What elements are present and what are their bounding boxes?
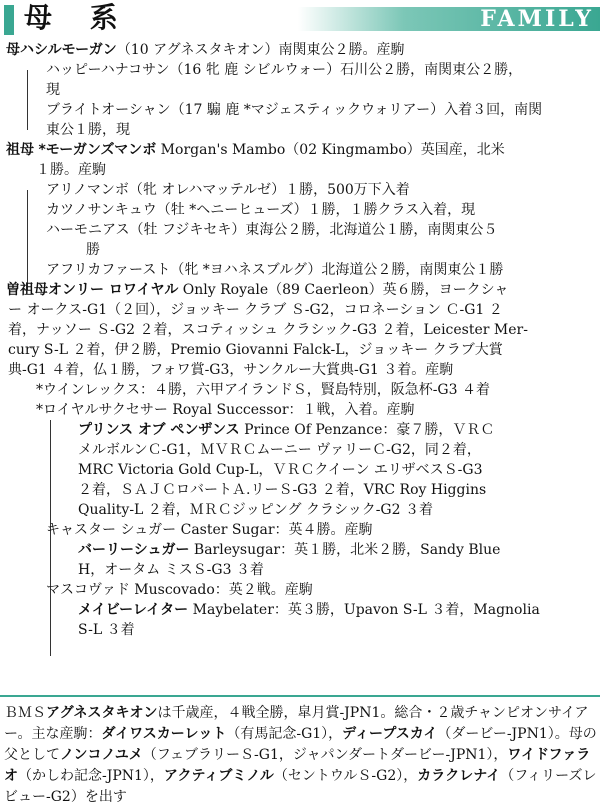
- offspring-entry: ハッピーハナコサン（16 牝 鹿 シビルウォー）石川公２勝，南関東公２勝，: [46, 62, 523, 78]
- granddam-entry: [0, 140, 600, 160]
- bms-paragraph: ＢＭＳアグネスタキオンは千歳産，４戦全勝，皐月賞-JPN1。総合・２歳チャンピオンサイアー。主な産駒：ダイワスカーレット（有馬記念-G1），ディープスカイ（ダービー-JPN1）。母の父としてノンコノユメ（フェブラリーＳ-G1，ジャパンダートダービー-JPN1），ワイドファラオ（かしわ記念-JPN1），アクティブミノル（セントウルＳ-G2），カラクレナイ（フィリーズレビュー-G2）を出す: [4, 705, 597, 805]
- winner-record: H，オータム ミスＳ-G3 ３着: [78, 562, 264, 578]
- section-divider: [0, 695, 600, 697]
- offspring-entry-cont: 現: [46, 82, 60, 98]
- winner-entry: メイビーレイター Maybelater：英３勝，Upavon S-L ３着，Magnolia: [78, 602, 540, 618]
- winner-name: バーリーシュガー: [78, 542, 190, 558]
- dam-name: ハシルモーガン: [20, 42, 117, 58]
- dam-info: （10 アグネスタキオン）南関東公２勝。産駒: [116, 42, 405, 58]
- offspring-entry: アリノマンボ（牝 オレハマッテルゼ）１勝，500万下入着: [46, 182, 410, 198]
- offspring-entry: *ウインレックス：４勝，六甲アイランドＳ，賢島特別，阪急杯-G3 ４着: [36, 382, 490, 398]
- winner-entry: バーリーシュガー Barleysugar：英１勝，北米２勝，Sandy Blue: [78, 542, 501, 558]
- greatgranddam-record: 典-G1 ４着，仏１勝，フォワ賞-G3，サンクルー大賞典-G1 ３着。産駒: [8, 362, 454, 378]
- pedigree-body: [0, 40, 600, 640]
- section-title: 母 系: [24, 1, 132, 34]
- family-label: FAMILY: [480, 6, 594, 32]
- winner-record: ２着，ＳＡＪＣロバートＡ.リーＳ-G3 ２着，VRC Roy Higgins: [78, 482, 487, 498]
- granddam-label: 祖母: [6, 142, 34, 158]
- winner-name: メイビーレイター: [78, 602, 189, 618]
- greatgranddam-record: cury S-L ２着，伊２勝，Premio Giovanni Falck-L，ジョッキー クラブ大賞: [8, 342, 503, 358]
- accent-bar: [4, 5, 14, 35]
- family-band: [298, 7, 600, 31]
- granddam-name: *モーガンズマンボ: [38, 142, 157, 158]
- offspring-entry-cont: 勝: [86, 242, 100, 258]
- offspring-entry: ハーモニアス（牡 フジキセキ）東海公２勝，北海道公１勝，南関東公５: [46, 222, 498, 238]
- offspring-entry-cont: 東公１勝，現: [46, 122, 130, 138]
- winner-record: S-L ３着: [78, 622, 135, 638]
- section-header: [0, 0, 600, 38]
- greatgranddam-label: 曽祖母: [6, 282, 48, 298]
- offspring-entry: *ロイヤルサクセサー Royal Successor：１戦，入着。産駒: [36, 402, 415, 418]
- granddam-info: Morgan's Mambo（02 Kingmambo）英国産，北米: [156, 142, 505, 158]
- winner-record: MRC Victoria Gold Cup-L，ＶＲＣクイーン エリザベスＳ-G3: [78, 462, 483, 478]
- offspring-entry: アフリカファースト（牝 *ヨハネスブルグ）北海道公２勝，南関東公１勝: [46, 262, 504, 278]
- granddam-info-cont: １勝。産駒: [36, 162, 106, 178]
- greatgranddam-record: 着，ナッソー Ｓ-G2 ２着，スコティッシュ クラシック-G3 ２着，Leicester Mer-: [8, 322, 528, 338]
- greatgranddam-record: ー オークス-G1（２回），ジョッキー クラブ Ｓ-G2，コロネーション Ｃ-G1 ２: [8, 302, 503, 318]
- winner-record: Quality-L ２着，ＭＲＣジッピング クラシック-G2 ３着: [78, 502, 433, 518]
- dam-label: 母: [6, 42, 20, 58]
- winner-entry: プリンス オブ ペンザンス Prince Of Penzance：豪７勝，ＶＲＣ: [78, 422, 495, 438]
- greatgranddam-entry: 曽祖母オンリー ロワイヤル Only Royale（89 Caerleon）英６勝，ヨークシャ: [6, 282, 509, 298]
- offspring-entry: マスコヴァド Muscovado：英２戦。産駒: [46, 582, 313, 598]
- offspring-entry: ブライトオーシャン（17 騸 鹿 *マジェスティックウォリアー）入着３回，南関: [46, 102, 543, 118]
- offspring-entry: カツノサンキュウ（牡 *ヘニーヒューズ）１勝，１勝クラス入着，現: [46, 202, 476, 218]
- winner-name: プリンス オブ ペンザンス: [78, 422, 240, 438]
- dam-entry: [0, 40, 600, 60]
- greatgranddam-name: オンリー ロワイヤル: [48, 282, 179, 298]
- offspring-entry: キャスター シュガー Caster Sugar：英４勝。産駒: [46, 522, 373, 538]
- winner-record: メルボルンＣ-G1，ＭＶＲＣムーニー ヴァリーＣ-G2，同２着，: [78, 442, 481, 458]
